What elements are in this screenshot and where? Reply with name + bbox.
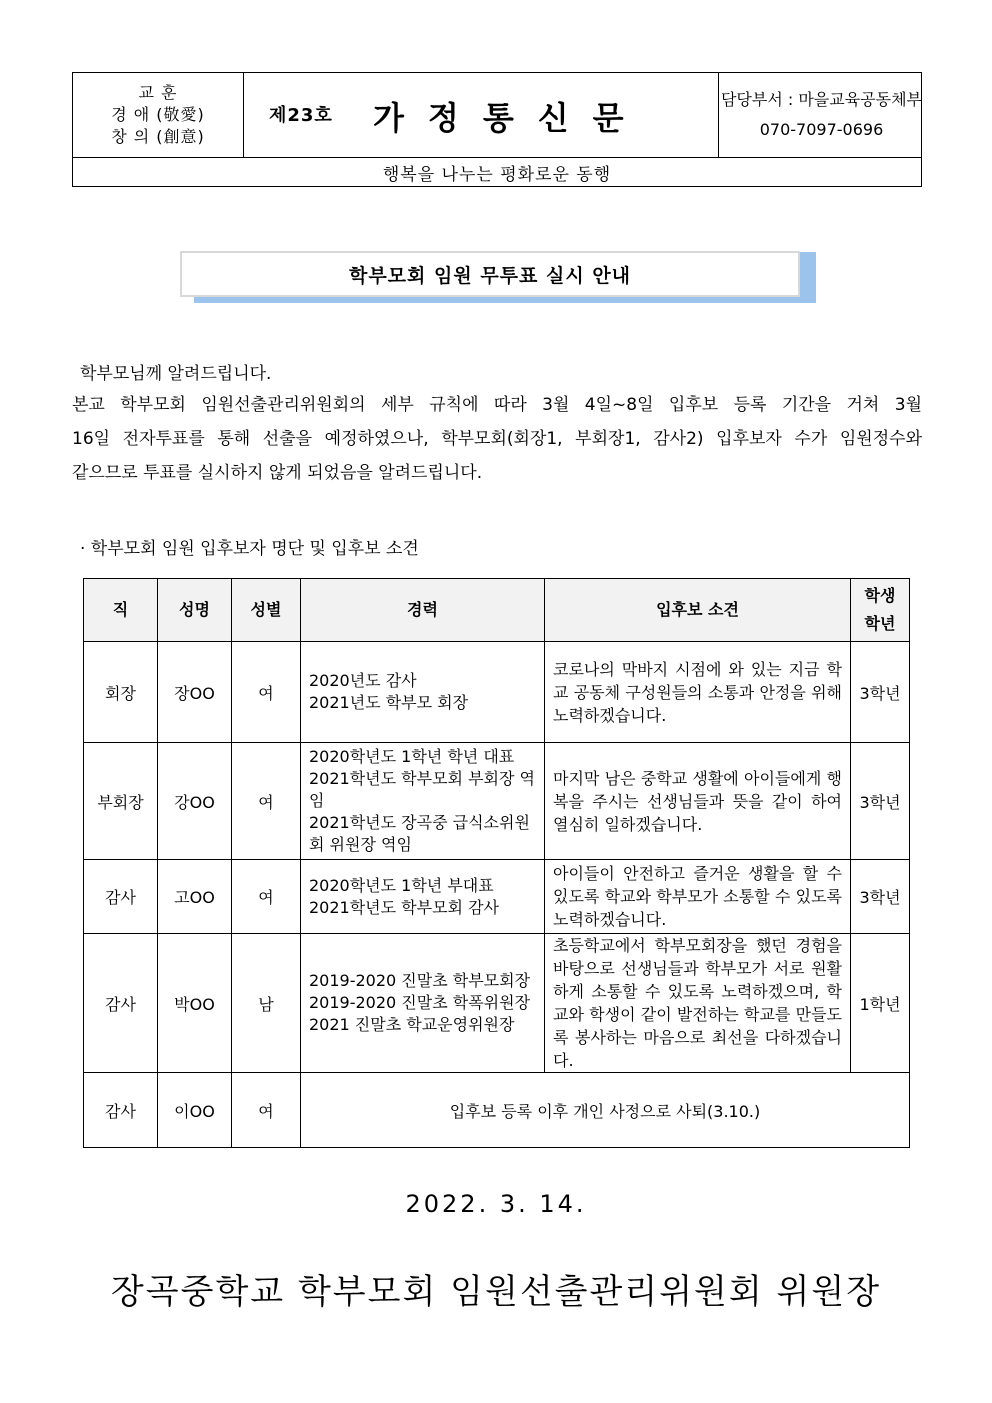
cell-gender: 여 (232, 743, 301, 860)
cell-career (301, 642, 545, 743)
motto-title: 교 훈 (138, 83, 178, 102)
career-line: 2021학년도 장곡중 급식소위원회 위원장 역임 (309, 813, 530, 854)
career-line: 2019-2020 진말초 학폭위원장 (309, 993, 531, 1012)
cell-position: 감사 (84, 860, 158, 934)
cell-career (301, 934, 545, 1073)
cell-name: 이OO (158, 1073, 232, 1148)
cell-grade: 3학년 (851, 743, 910, 860)
career-line: 2020년도 감사 (309, 671, 417, 690)
body-line-3: 같으므로 투표를 실시하지 않게 되었음을 알려드립니다. (72, 463, 483, 483)
department-info (718, 73, 924, 157)
cell-name: 장OO (158, 642, 232, 743)
career-line: 2021년도 학부모 회장 (309, 693, 469, 712)
table-header-row (84, 579, 910, 642)
cell-position: 감사 (84, 1073, 158, 1148)
header-gender: 성별 (232, 579, 301, 642)
cell-position: 감사 (84, 934, 158, 1073)
signer: 장곡중학교 학부모회 임원선출관리위원회 위원장 (110, 1272, 882, 1312)
greeting-text: 학부모님께 알려드립니다. (80, 364, 272, 384)
school-motto (73, 73, 244, 157)
career-line: 2019-2020 진말초 학부모회장 (309, 971, 531, 990)
cell-pledge: 코로나의 막바지 시점에 와 있는 지금 학교 공동체 구성원들의 소통과 안정을 위해 노력하겠습니다. (545, 642, 851, 743)
header-grade (851, 579, 910, 642)
cell-pledge: 아이들이 안전하고 즐거운 생활을 할 수 있도록 학교와 학부모가 소통할 수 있도록 노력하겠습니다. (545, 860, 851, 934)
department-phone: 070-7097-0696 (759, 120, 884, 139)
motto-line-2: 창 의 (創意) (111, 127, 205, 146)
newsletter-header (72, 72, 922, 187)
cell-name: 강OO (158, 743, 232, 860)
cell-career (301, 743, 545, 860)
cell-gender: 여 (232, 1073, 301, 1148)
career-line: 2021학년도 학부모회 부회장 역임 (309, 769, 535, 810)
table-row (84, 860, 910, 934)
body-line-1: 본교 학부모회 임원선출관리위원회의 세부 규칙에 따라 3월 4일~8일 입후보 등록 기간을 거쳐 3월 (72, 395, 922, 415)
table-row (84, 743, 910, 860)
cell-name: 고OO (158, 860, 232, 934)
school-slogan: 행복을 나누는 평화로운 동행 (73, 157, 921, 187)
issue-date: 2022. 3. 14. (405, 1190, 587, 1218)
cell-grade: 3학년 (851, 860, 910, 934)
candidate-list-caption: · 학부모회 임원 입후보자 명단 및 입후보 소견 (80, 539, 419, 559)
cell-grade: 1학년 (851, 934, 910, 1073)
cell-position: 부회장 (84, 743, 158, 860)
cell-position: 회장 (84, 642, 158, 743)
header-career: 경력 (301, 579, 545, 642)
header-grade-line-2: 학년 (864, 614, 896, 633)
cell-gender: 남 (232, 934, 301, 1073)
career-line: 2021 진말초 학교운영위원장 (309, 1015, 515, 1034)
table-row (84, 1073, 910, 1148)
cell-career (301, 860, 545, 934)
department-name: 담당부서 : 마을교육공동체부 (720, 90, 923, 109)
newsletter-title: 가정통신문 (373, 99, 648, 137)
header-grade-line-1: 학생 (864, 586, 896, 605)
career-line: 2020학년도 1학년 학년 대표 (309, 747, 515, 766)
career-line: 2020학년도 1학년 부대표 (309, 875, 494, 895)
notice-title: 학부모회 임원 무투표 실시 안내 (180, 251, 800, 297)
table-row (84, 642, 910, 743)
cell-pledge: 초등학교에서 학부모회장을 했던 경험을 바탕으로 선생님들과 학부모가 서로 원활하게 소통할 수 있도록 노력하겠으며, 학교와 학생이 같이 발전하는 학교를 만들도록 봉사하는 마음으로 최선을 다하겠습니다. (545, 934, 851, 1073)
body-line-2: 16일 전자투표를 통해 선출을 예정하였으나, 학부모회(회장1, 부회장1, 감사2) 입후보자 수가 임원정수와 (72, 429, 922, 449)
issue-number: 제23호 (269, 105, 333, 126)
cell-pledge: 마지막 남은 중학교 생활에 아이들에게 행복을 주시는 선생님들과 뜻을 같이 하여 열심히 일하겠습니다. (545, 743, 851, 860)
table-row (84, 934, 910, 1073)
career-line: 2021학년도 학부모회 감사 (309, 897, 499, 917)
motto-line-1: 경 애 (敬愛) (111, 105, 205, 124)
cell-name: 박OO (158, 934, 232, 1073)
header-pledge: 입후보 소견 (545, 579, 851, 642)
cell-gender: 여 (232, 642, 301, 743)
header-name: 성명 (158, 579, 232, 642)
cell-grade: 3학년 (851, 642, 910, 743)
candidate-table (83, 578, 910, 1148)
cell-withdrawal-note: 입후보 등록 이후 개인 사정으로 사퇴(3.10.) (301, 1073, 910, 1148)
header-position: 직 (84, 579, 158, 642)
cell-gender: 여 (232, 860, 301, 934)
